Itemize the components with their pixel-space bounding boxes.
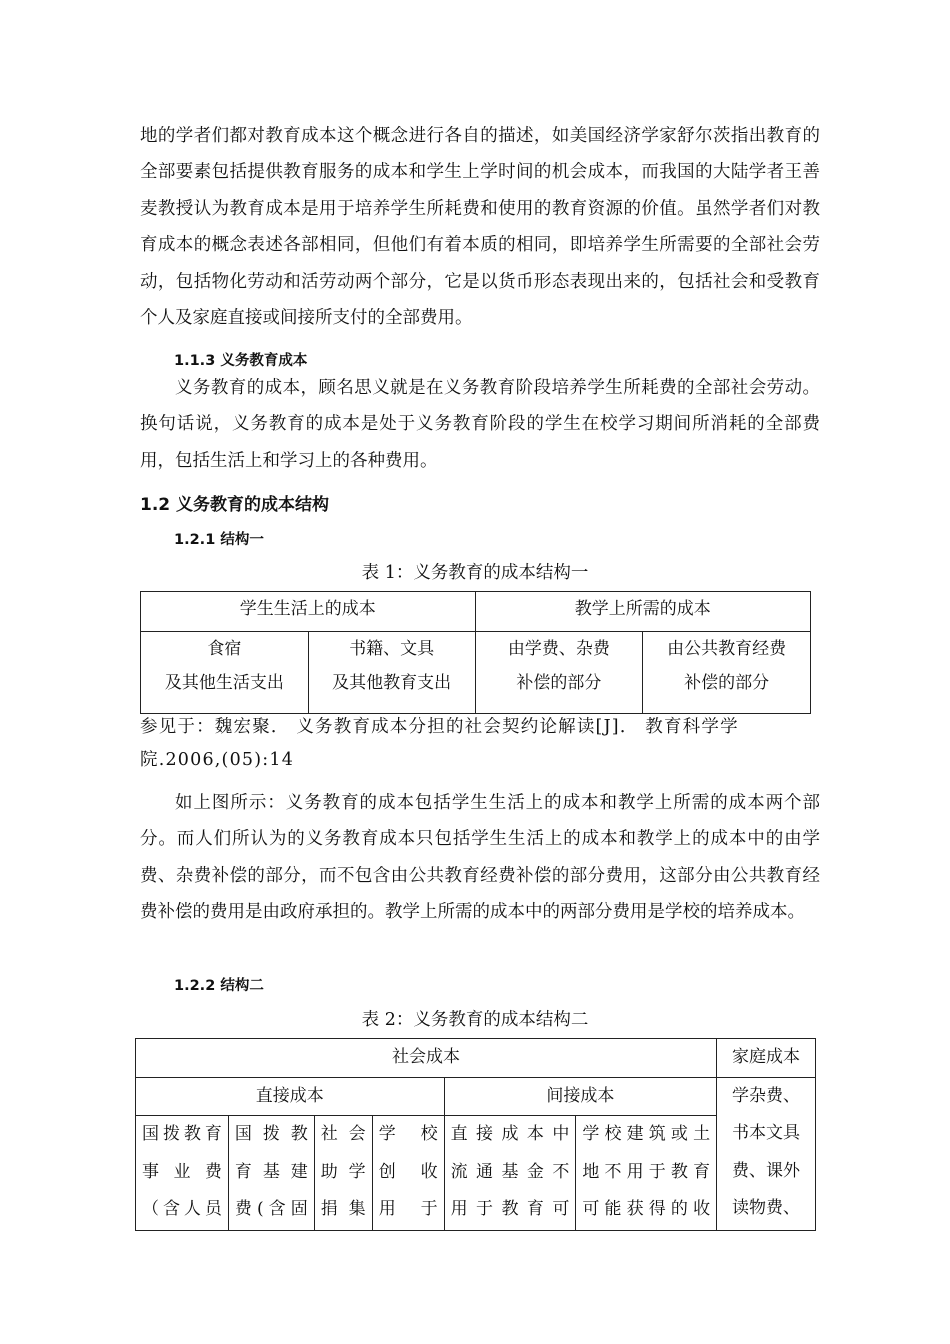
- table2-family-cost: 家庭成本: [717, 1039, 816, 1078]
- table2-family-detail: 学杂费、 书本文具 费、课外 读物费、: [717, 1077, 816, 1231]
- heading-1-2-2: 1.2.2 结构二: [174, 978, 264, 994]
- table2-cell: 国拨教育 事业费 （含人员: [136, 1116, 229, 1231]
- table2-cell: 学校建筑或土 地不用于教育 可能获得的收: [576, 1116, 717, 1231]
- table1-header-row: [141, 592, 811, 632]
- table2-cell: 直接成本中 流通基金不 用于教育可: [444, 1116, 576, 1231]
- table1-header-teaching: 教学上所需的成本: [475, 592, 811, 632]
- table2-caption: 表 2：义务教育的成本结构二: [361, 1010, 589, 1030]
- heading-1-2: 1.2 义务教育的成本结构: [140, 495, 330, 515]
- table2-row-detail: [136, 1116, 816, 1231]
- table2-row-social: [136, 1039, 816, 1078]
- table1-cell: 食宿 及其他生活支出: [141, 632, 309, 714]
- heading-1-2-1: 1.2.1 结构一: [174, 532, 264, 548]
- intro-paragraph: 地的学者们都对教育成本这个概念进行各自的描述，如美国经济学家舒尔茨指出教育的全部要素包括提供教育服务的成本和学生上学时间的机会成本，而我国的大陆学者王善麦教授认为教育成本是用于培养学生所耗费和使用的教育资源的价值。虽然学者们对教育成本的概念表述各部相同，但他们有着本质的相同，即培养学生所需要的全部社会劳动，包括物化劳动和活劳动两个部分，它是以货币形态表现出来的，包括社会和受教育个人及家庭直接或间接所支付的全部费用。: [140, 126, 820, 329]
- table1-header-student-life: 学生生活上的成本: [141, 592, 476, 632]
- table1-source-note: 参见于：魏宏聚． 义务教育成本分担的社会契约论解读[J]． 教育科学学院.2006,(05):14: [140, 717, 739, 770]
- table2-cell: 国拨教 育基建 费(含固: [228, 1116, 314, 1231]
- table2-cell: 社会 助学 捐集: [314, 1116, 372, 1231]
- heading-1-1-3: 1.1.3 义务教育成本: [174, 353, 308, 369]
- table2-direct-cost: 直接成本: [136, 1077, 445, 1116]
- table2-indirect-cost: 间接成本: [444, 1077, 717, 1116]
- paragraph-table1-explanation: 如上图所示：义务教育的成本包括学生生活上的成本和教学上所需的成本两个部分。而人们所认为的义务教育成本只包括学生生活上的成本和教学上的成本中的由学费、杂费补偿的部分，而不包含由公共教育经费补偿的部分费用，这部分由公共教育经费补偿的费用是由政府承担的。教学上所需的成本中的两部分费用是学校的培养成本。: [140, 793, 820, 923]
- table2-row-type: [136, 1077, 816, 1116]
- table1-cell: 由公共教育经费 补偿的部分: [643, 632, 811, 714]
- paragraph-compulsory-cost: 义务教育的成本，顾名思义就是在义务教育阶段培养学生所耗费的全部社会劳动。换句话说，义务教育的成本是处于义务教育阶段的学生在校学习期间所消耗的全部费用，包括生活上和学习上的各种费用。: [140, 378, 820, 471]
- table1-caption: 表 1：义务教育的成本结构一: [361, 563, 589, 583]
- table1-body-row: [141, 632, 811, 714]
- table2-social-cost: 社会成本: [136, 1039, 717, 1078]
- table2-cell: 学 校 创 收 用 于: [372, 1116, 444, 1231]
- table1-cell: 书籍、文具 及其他教育支出: [308, 632, 475, 714]
- table1-cell: 由学费、杂费 补偿的部分: [475, 632, 643, 714]
- table-cost-structure-2: [135, 1038, 816, 1231]
- table-cost-structure-1: [140, 591, 811, 714]
